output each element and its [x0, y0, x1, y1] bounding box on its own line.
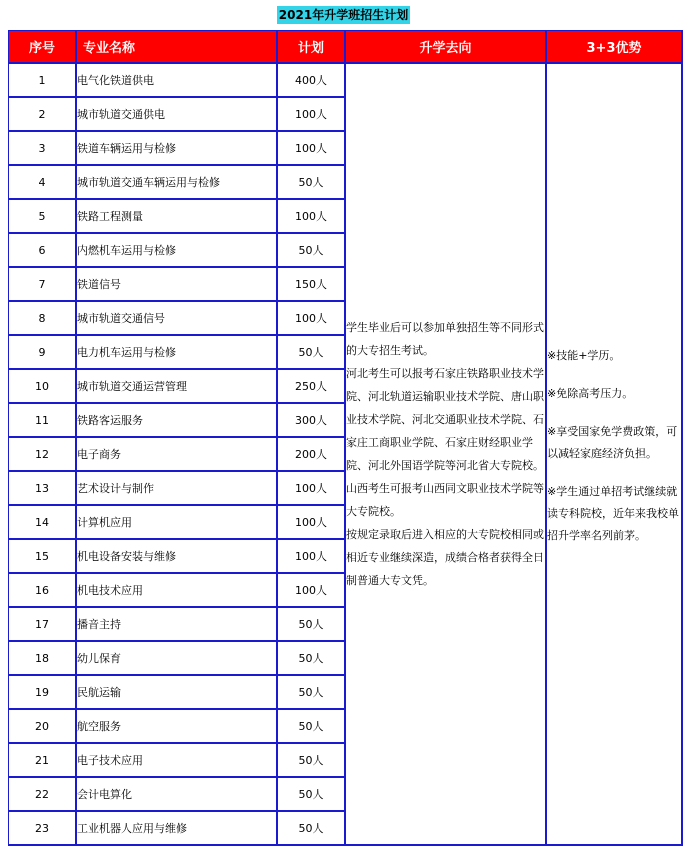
- row-major-name: 电子技术应用: [77, 744, 278, 778]
- row-major-name: 铁路客运服务: [77, 404, 278, 438]
- row-major-name: 航空服务: [77, 710, 278, 744]
- row-major-name: 幼儿保育: [77, 642, 278, 676]
- advantage-cell: [547, 64, 683, 846]
- row-index: 1: [9, 64, 77, 98]
- header-destination: 升学去向: [346, 31, 547, 64]
- advantage-item: ※免除高考压力。: [547, 387, 634, 400]
- row-index: 7: [9, 268, 77, 302]
- row-plan-count: 50人: [278, 710, 346, 744]
- advantage-item: ※技能+学历。: [547, 349, 621, 362]
- row-index: 18: [9, 642, 77, 676]
- page-title: 2021年升学班招生计划: [278, 8, 409, 22]
- header-row: [9, 31, 683, 64]
- header-major: 专业名称: [77, 31, 278, 64]
- row-plan-count: 300人: [278, 404, 346, 438]
- row-index: 9: [9, 336, 77, 370]
- row-plan-count: 100人: [278, 574, 346, 608]
- row-index: 22: [9, 778, 77, 812]
- row-index: 16: [9, 574, 77, 608]
- row-index: 10: [9, 370, 77, 404]
- row-index: 14: [9, 506, 77, 540]
- row-major-name: 城市轨道交通信号: [77, 302, 278, 336]
- row-major-name: 内燃机车运用与检修: [77, 234, 278, 268]
- row-plan-count: 50人: [278, 234, 346, 268]
- row-index: 6: [9, 234, 77, 268]
- row-major-name: 铁路工程测量: [77, 200, 278, 234]
- row-index: 23: [9, 812, 77, 846]
- row-index: 17: [9, 608, 77, 642]
- row-major-name: 工业机器人应用与维修: [77, 812, 278, 846]
- header-advantage: 3+3优势: [547, 31, 683, 64]
- row-plan-count: 100人: [278, 540, 346, 574]
- row-major-name: 电力机车运用与检修: [77, 336, 278, 370]
- row-plan-count: 100人: [278, 98, 346, 132]
- row-plan-count: 50人: [278, 676, 346, 710]
- row-major-name: 电子商务: [77, 438, 278, 472]
- row-major-name: 铁道车辆运用与检修: [77, 132, 278, 166]
- destination-paragraph: 学生毕业后可以参加单独招生等不同形式的大专招生考试。: [346, 321, 544, 357]
- row-plan-count: 50人: [278, 166, 346, 200]
- table-body: [9, 64, 683, 846]
- destination-paragraph: 按规定录取后进入相应的大专院校相同或相近专业继续深造，成绩合格者获得全日制普通大专文凭。: [346, 528, 544, 587]
- row-major-name: 计算机应用: [77, 506, 278, 540]
- row-index: 11: [9, 404, 77, 438]
- row-major-name: 艺术设计与制作: [77, 472, 278, 506]
- row-index: 21: [9, 744, 77, 778]
- row-plan-count: 50人: [278, 608, 346, 642]
- row-major-name: 会计电算化: [77, 778, 278, 812]
- destination-paragraph: 山西考生可报考山西同文职业技术学院等大专院校。: [346, 482, 544, 518]
- row-index: 3: [9, 132, 77, 166]
- row-major-name: 电气化铁道供电: [77, 64, 278, 98]
- row-index: 4: [9, 166, 77, 200]
- row-index: 12: [9, 438, 77, 472]
- header-plan: 计划: [278, 31, 346, 64]
- row-plan-count: 150人: [278, 268, 346, 302]
- row-major-name: 机电技术应用: [77, 574, 278, 608]
- row-plan-count: 100人: [278, 200, 346, 234]
- row-major-name: 民航运输: [77, 676, 278, 710]
- row-plan-count: 100人: [278, 472, 346, 506]
- row-index: 13: [9, 472, 77, 506]
- row-plan-count: 50人: [278, 336, 346, 370]
- row-index: 8: [9, 302, 77, 336]
- row-plan-count: 100人: [278, 302, 346, 336]
- advantage-item: ※享受国家免学费政策，可以减轻家庭经济负担。: [547, 425, 678, 460]
- row-plan-count: 50人: [278, 642, 346, 676]
- table-row: [9, 64, 683, 98]
- row-plan-count: 50人: [278, 778, 346, 812]
- row-plan-count: 100人: [278, 506, 346, 540]
- row-major-name: 铁道信号: [77, 268, 278, 302]
- row-plan-count: 400人: [278, 64, 346, 98]
- enrollment-plan-table: [8, 30, 683, 846]
- title-wrap: [0, 4, 687, 24]
- row-index: 20: [9, 710, 77, 744]
- row-plan-count: 50人: [278, 744, 346, 778]
- row-major-name: 城市轨道交通车辆运用与检修: [77, 166, 278, 200]
- advantage-item: ※学生通过单招考试继续就读专科院校，近年来我校单招升学率名列前茅。: [547, 485, 679, 542]
- destination-paragraph: 河北考生可以报考石家庄铁路职业技术学院、河北轨道运输职业技术学院、唐山职业技术学院、河北交通职业技术学院、石家庄工商职业学院、石家庄财经职业学院、河北外国语学院等河北省大专院校。: [346, 367, 544, 472]
- destination-cell: [346, 64, 547, 846]
- row-plan-count: 250人: [278, 370, 346, 404]
- row-plan-count: 100人: [278, 132, 346, 166]
- row-index: 15: [9, 540, 77, 574]
- header-index: 序号: [9, 31, 77, 64]
- row-major-name: 城市轨道交通运营管理: [77, 370, 278, 404]
- row-plan-count: 50人: [278, 812, 346, 846]
- row-major-name: 播音主持: [77, 608, 278, 642]
- row-index: 2: [9, 98, 77, 132]
- row-plan-count: 200人: [278, 438, 346, 472]
- row-index: 5: [9, 200, 77, 234]
- row-index: 19: [9, 676, 77, 710]
- row-major-name: 机电设备安装与维修: [77, 540, 278, 574]
- row-major-name: 城市轨道交通供电: [77, 98, 278, 132]
